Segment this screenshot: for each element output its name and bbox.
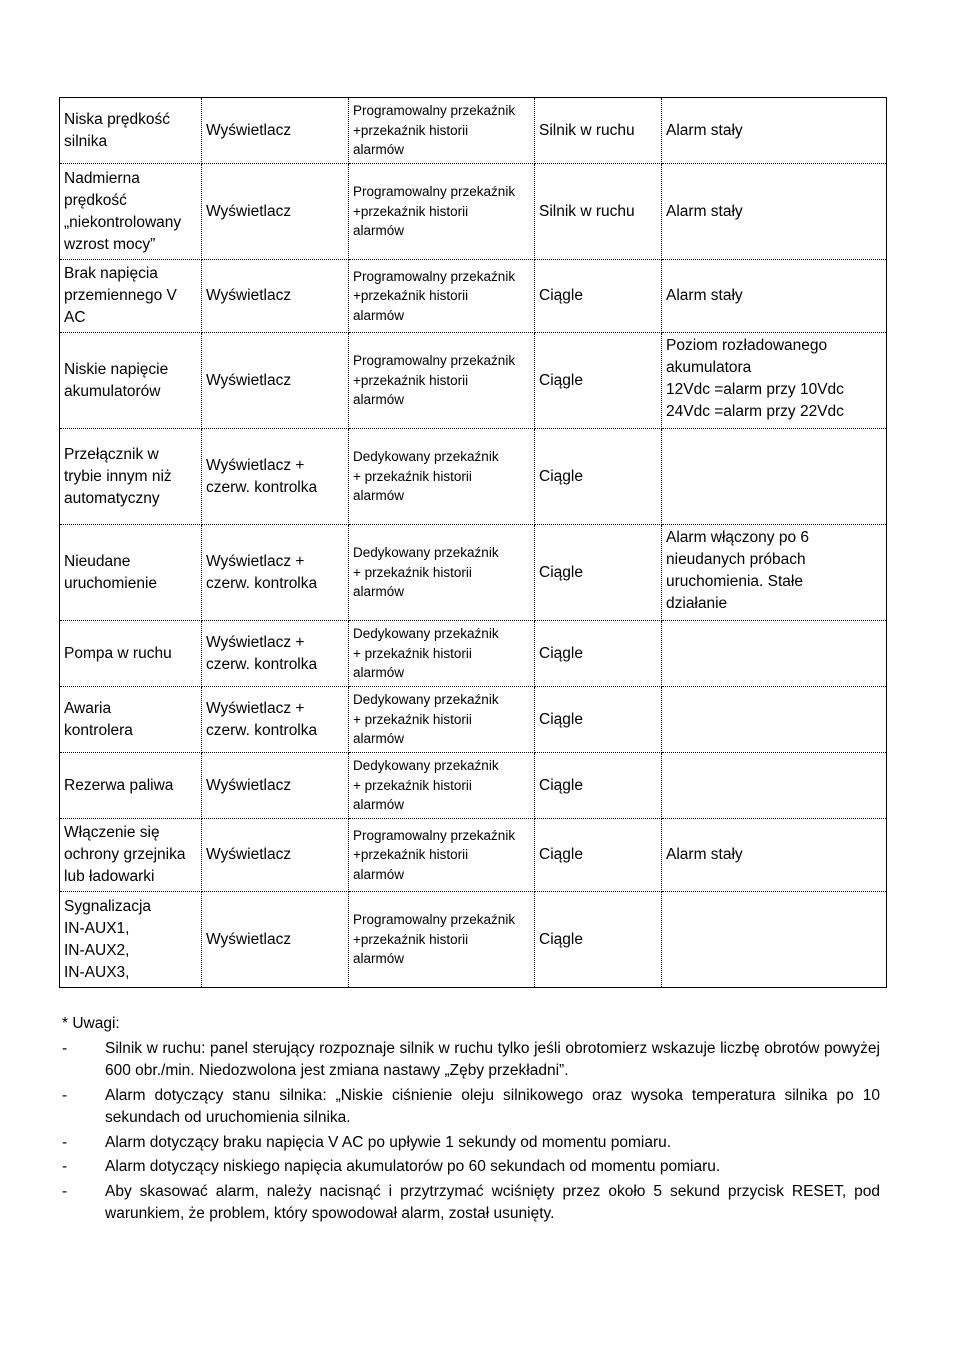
alarm-name-cell [60, 819, 202, 892]
table-row [60, 753, 887, 819]
notes-list [62, 1038, 880, 1226]
remarks-cell [662, 260, 887, 333]
cell-line: IN-AUX3, [64, 963, 130, 981]
cell-line: automatyczny [64, 489, 160, 507]
cell-line: czerw. kontrolka [206, 574, 318, 592]
cell-line: +przekaźnik historii [353, 372, 469, 388]
cell-line: alarmów [353, 142, 405, 158]
cell-line: Alarm stały [666, 202, 743, 220]
remarks-cell [662, 621, 887, 687]
cell-line: alarmów [353, 584, 405, 600]
cell-line: Dedykowany przekaźnik [353, 692, 499, 708]
cell-line: Programowalny przekaźnik [353, 827, 516, 843]
remarks-cell [662, 753, 887, 819]
cell-line: Włączenie się [64, 824, 160, 841]
note-item [62, 1156, 880, 1179]
condition-cell: Silnik w ruchu [535, 98, 662, 164]
signal-cell [202, 525, 349, 621]
cell-line: IN-AUX1, [64, 919, 130, 937]
cell-line: Programowalny przekaźnik [353, 912, 516, 928]
cell-line: trybie innym niż [64, 467, 172, 485]
note-bullet: - [62, 1158, 68, 1175]
signal-cell [202, 164, 349, 260]
relay-cell [349, 260, 535, 333]
remarks-cell [662, 819, 887, 892]
cell-line: alarmów [353, 797, 405, 813]
cell-line: Wyświetlacz [206, 930, 292, 948]
cell-line: alarmów [353, 951, 405, 967]
cell-line: + przekaźnik historii [353, 711, 472, 727]
cell-line: Alarm włączony po 6 [666, 529, 810, 546]
alarm-name-cell [60, 333, 202, 429]
cell-line: Alarm stały [666, 846, 743, 863]
alarm-name-cell [60, 525, 202, 621]
cell-line: AC [64, 309, 86, 326]
relay-cell [349, 98, 535, 164]
table-row [60, 98, 887, 164]
alarm-table [59, 97, 887, 988]
table-row [60, 333, 887, 429]
remarks-cell [662, 525, 887, 621]
condition-cell: Ciągle [535, 333, 662, 429]
note-item [62, 1085, 880, 1130]
remarks-cell [662, 892, 887, 988]
signal-cell [202, 333, 349, 429]
relay-cell [349, 819, 535, 892]
cell-line: Wyświetlacz + [206, 699, 305, 717]
remarks-cell [662, 429, 887, 525]
note-item [62, 1181, 880, 1226]
signal-cell [202, 687, 349, 753]
signal-cell [202, 260, 349, 333]
relay-cell [349, 687, 535, 753]
signal-cell [202, 753, 349, 819]
cell-line: przemiennego V [64, 287, 177, 304]
cell-line: 12Vdc =alarm przy 10Vdc [666, 381, 844, 398]
cell-line: ochrony grzejnika [64, 846, 186, 863]
cell-line: + przekaźnik historii [353, 777, 472, 793]
alarm-name-cell [60, 164, 202, 260]
cell-line: Wyświetlacz [206, 371, 292, 389]
cell-line: Programowalny przekaźnik [353, 353, 516, 369]
table-row [60, 819, 887, 892]
signal-cell [202, 429, 349, 525]
signal-cell [202, 98, 349, 164]
cell-line: czerw. kontrolka [206, 655, 318, 673]
cell-line: Nieudane [64, 552, 131, 570]
condition-cell: Ciągle [535, 260, 662, 333]
cell-line: +przekaźnik historii [353, 122, 469, 138]
cell-line: Wyświetlacz + [206, 456, 305, 474]
note-bullet: - [62, 1086, 68, 1104]
alarm-name-cell [60, 753, 202, 819]
cell-line: kontrolera [64, 721, 133, 739]
cell-line: Programowalny przekaźnik [353, 103, 516, 119]
cell-line: + przekaźnik historii [353, 564, 472, 580]
cell-line: 24Vdc =alarm przy 22Vdc [666, 403, 844, 420]
relay-cell [349, 753, 535, 819]
cell-line: akumulatorów [64, 382, 161, 400]
remarks-cell [662, 333, 887, 429]
note-item [62, 1038, 880, 1083]
table-row [60, 429, 887, 525]
cell-line: silnika [64, 132, 108, 150]
cell-line: +przekaźnik historii [353, 847, 469, 863]
cell-line: Dedykowany przekaźnik [353, 758, 499, 774]
relay-cell [349, 525, 535, 621]
note-text: Alarm dotyczący niskiego napięcia akumulatorów po 60 sekundach od momentu pomiaru. [105, 1158, 721, 1175]
note-text: Alarm dotyczący stanu silnika: „Niskie ciśnienie oleju silnikowego oraz wysoka temperatura silnika po 10 sekundach od uruchomienia silnika. [105, 1086, 880, 1126]
cell-line: IN-AUX2, [64, 941, 130, 959]
relay-cell [349, 164, 535, 260]
cell-line: działanie [666, 595, 728, 612]
alarm-name-cell [60, 892, 202, 988]
condition-cell: Ciągle [535, 525, 662, 621]
cell-line: Niskie napięcie [64, 360, 169, 378]
note-text: Silnik w ruchu: panel sterujący rozpoznaje silnik w ruchu tylko jeśli obrotomierz wskazuje liczbę obrotów powyżej 600 obr./min. Niedozwolona jest zmiana nastawy „Zęby przekładni”. [105, 1039, 880, 1079]
table-row [60, 892, 887, 988]
condition-cell: Ciągle [535, 753, 662, 819]
table-row [60, 687, 887, 753]
cell-line: Programowalny przekaźnik [353, 184, 516, 200]
cell-line: Alarm stały [666, 287, 743, 304]
cell-line: alarmów [353, 488, 405, 504]
cell-line: Dedykowany przekaźnik [353, 626, 499, 642]
cell-line: nieudanych próbach [666, 551, 806, 568]
condition-cell: Ciągle [535, 687, 662, 753]
cell-line: Przełącznik w [64, 445, 159, 463]
cell-line: Nadmierna [64, 169, 140, 187]
cell-line: czerw. kontrolka [206, 478, 318, 496]
cell-line: Dedykowany przekaźnik [353, 545, 499, 561]
cell-line: uruchomienie [64, 574, 158, 592]
cell-line: Wyświetlacz [206, 287, 292, 304]
table-row [60, 525, 887, 621]
note-bullet: - [62, 1133, 68, 1151]
cell-line: Awaria [64, 699, 112, 717]
cell-line: Wyświetlacz [206, 121, 292, 139]
notes-section [62, 1013, 880, 1228]
cell-line: alarmów [353, 392, 405, 408]
cell-line: Wyświetlacz [206, 846, 292, 863]
cell-line: prędkość [64, 191, 127, 209]
remarks-cell [662, 687, 887, 753]
signal-cell [202, 621, 349, 687]
note-text: Aby skasować alarm, należy nacisnąć i przytrzymać wciśnięty przez około 5 sekund przycisk RESET, pod warunkiem, że problem, który spowodował alarm, został usunięty. [105, 1182, 880, 1222]
relay-cell [349, 333, 535, 429]
note-text: Alarm dotyczący braku napięcia V AC po upływie 1 sekundy od momentu pomiaru. [105, 1133, 672, 1151]
alarm-name-cell [60, 260, 202, 333]
relay-cell [349, 429, 535, 525]
signal-cell [202, 819, 349, 892]
alarm-name-cell [60, 687, 202, 753]
cell-line: alarmów [353, 307, 405, 323]
cell-line: Niska prędkość [64, 110, 170, 128]
alarm-name-cell [60, 429, 202, 525]
condition-cell: Ciągle [535, 892, 662, 988]
table-row [60, 164, 887, 260]
cell-line: + przekaźnik historii [353, 645, 472, 661]
cell-line: +przekaźnik historii [353, 288, 469, 304]
note-bullet: - [62, 1039, 68, 1057]
condition-cell: Ciągle [535, 429, 662, 525]
cell-line: Poziom rozładowanego [666, 337, 828, 354]
cell-line: Alarm stały [666, 121, 743, 139]
note-bullet: - [62, 1182, 68, 1200]
cell-line: Pompa w ruchu [64, 644, 172, 662]
cell-line: „niekontrolowany [64, 213, 182, 231]
cell-line: czerw. kontrolka [206, 721, 318, 739]
cell-line: Wyświetlacz [206, 776, 292, 794]
remarks-cell [662, 98, 887, 164]
cell-line: Brak napięcia [64, 265, 158, 282]
note-item [62, 1132, 880, 1155]
table-row [60, 621, 887, 687]
condition-cell: Silnik w ruchu [535, 164, 662, 260]
alarm-name-cell [60, 98, 202, 164]
table-row [60, 260, 887, 333]
cell-line: Wyświetlacz [206, 202, 292, 220]
condition-cell: Ciągle [535, 621, 662, 687]
cell-line: Wyświetlacz + [206, 552, 305, 570]
alarm-name-cell [60, 621, 202, 687]
signal-cell [202, 892, 349, 988]
cell-line: Rezerwa paliwa [64, 776, 174, 794]
cell-line: alarmów [353, 731, 405, 747]
cell-line: Dedykowany przekaźnik [353, 449, 499, 465]
cell-line: Programowalny przekaźnik [353, 268, 516, 284]
cell-line: alarmów [353, 665, 405, 681]
notes-title: * Uwagi: [62, 1015, 120, 1032]
cell-line: lub ładowarki [64, 868, 155, 885]
condition-cell: Ciągle [535, 819, 662, 892]
relay-cell [349, 621, 535, 687]
cell-line: Sygnalizacja [64, 897, 152, 915]
cell-line: alarmów [353, 223, 405, 239]
remarks-cell [662, 164, 887, 260]
cell-line: +przekaźnik historii [353, 931, 469, 947]
cell-line: uruchomienia. Stałe [666, 573, 803, 590]
cell-line: + przekaźnik historii [353, 468, 472, 484]
cell-line: Wyświetlacz + [206, 633, 305, 651]
cell-line: alarmów [353, 866, 405, 882]
cell-line: wzrost mocy” [64, 235, 156, 253]
cell-line: +przekaźnik historii [353, 203, 469, 219]
relay-cell [349, 892, 535, 988]
cell-line: akumulatora [666, 359, 752, 376]
alarm-table-body [60, 98, 887, 988]
